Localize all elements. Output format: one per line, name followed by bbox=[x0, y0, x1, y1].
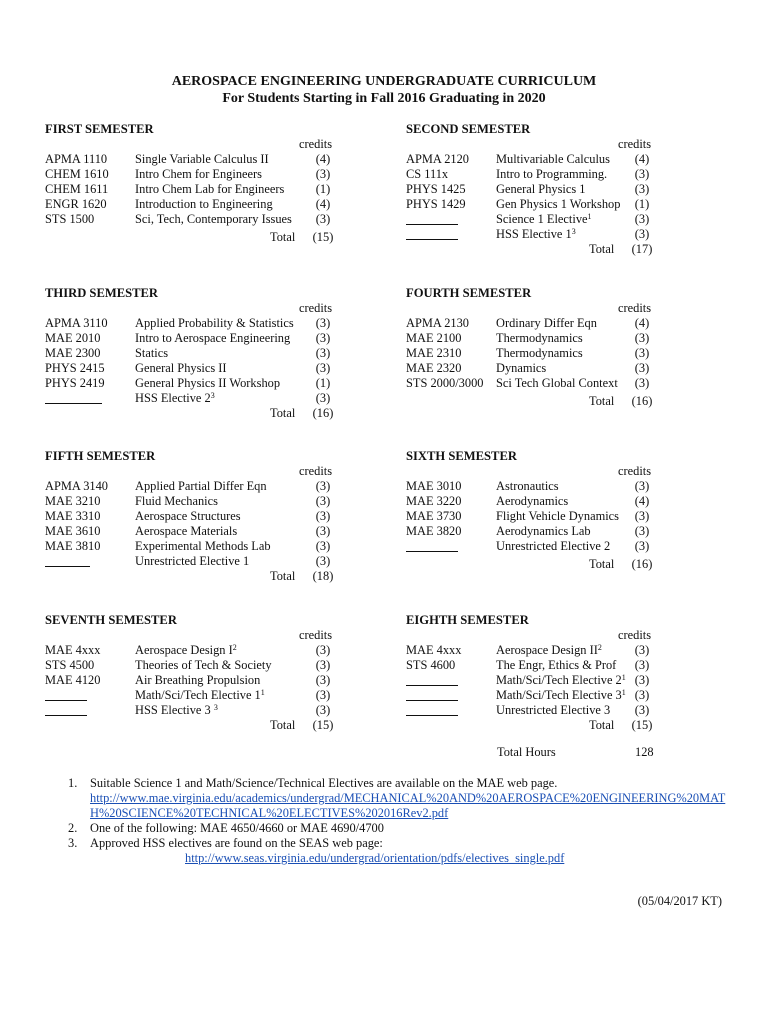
course-code: MAE 3010 bbox=[406, 479, 462, 493]
course-code: MAE 3820 bbox=[406, 524, 462, 538]
course-credits: (3) bbox=[315, 524, 331, 538]
course-row bbox=[406, 703, 726, 718]
course-name: The Engr, Ethics & Prof bbox=[496, 658, 617, 672]
course-credits: (3) bbox=[634, 539, 650, 553]
course-row bbox=[406, 227, 726, 242]
course-name: HSS Elective 3 $^3$ bbox=[135, 703, 218, 717]
course-code: MAE 3610 bbox=[45, 524, 101, 538]
course-credits: (1) bbox=[315, 376, 331, 390]
course-row bbox=[406, 152, 726, 167]
course-name: Aerodynamics bbox=[496, 494, 569, 508]
footnote-text: Suitable Science 1 and Math/Science/Technical Electives are available on the MAE web page. bbox=[90, 776, 558, 790]
course-credits: (4) bbox=[634, 316, 650, 330]
course-code: MAE 2100 bbox=[406, 331, 462, 345]
course-name: Aerospace Structures bbox=[135, 509, 241, 523]
course-name: General Physics II bbox=[135, 361, 227, 375]
course-code: MAE 2310 bbox=[406, 346, 462, 360]
semester-total-row bbox=[45, 718, 365, 733]
course-code: APMA 2120 bbox=[406, 152, 469, 166]
course-row bbox=[45, 658, 365, 673]
course-credits: (3) bbox=[315, 346, 331, 360]
blank-course-line bbox=[45, 700, 87, 701]
blank-course-line bbox=[406, 551, 458, 552]
total-credits: (15) bbox=[312, 230, 334, 244]
semester-title: FIRST SEMESTER bbox=[45, 122, 154, 136]
course-name: Sci Tech Global Context bbox=[496, 376, 618, 390]
footnote-ref: 3 bbox=[210, 391, 215, 400]
course-code: STS 1500 bbox=[45, 212, 95, 226]
footnote-ref: 2 bbox=[597, 643, 602, 652]
course-credits: (3) bbox=[634, 182, 650, 196]
course-row bbox=[406, 479, 726, 494]
course-row bbox=[45, 152, 365, 167]
seas-electives-link[interactable]: http://www.seas.virginia.edu/undergrad/orientation/pdfs/electives_single.pdf bbox=[185, 851, 565, 865]
footnote-ref: 3 bbox=[571, 227, 576, 236]
total-hours-label: Total Hours bbox=[497, 745, 556, 759]
course-credits: (3) bbox=[315, 554, 331, 568]
semester-total-row bbox=[45, 406, 365, 421]
total-label: Total bbox=[589, 242, 615, 256]
footnote-ref: 1 bbox=[621, 688, 626, 697]
course-code: MAE 3730 bbox=[406, 509, 462, 523]
course-name: Gen Physics 1 Workshop bbox=[496, 197, 621, 211]
total-hours bbox=[497, 745, 657, 760]
course-credits: (3) bbox=[315, 539, 331, 553]
course-name: Math/Sci/Tech Elective $3^1$ bbox=[496, 688, 626, 702]
course-row bbox=[406, 643, 726, 658]
course-row bbox=[45, 703, 365, 718]
footnote-number: 2. bbox=[68, 821, 78, 835]
semester-title: THIRD SEMESTER bbox=[45, 286, 159, 300]
blank-course-line bbox=[45, 403, 102, 404]
course-credits: (3) bbox=[315, 331, 331, 345]
course-row bbox=[406, 524, 726, 539]
course-code: PHYS 1425 bbox=[406, 182, 466, 196]
course-row bbox=[406, 509, 726, 524]
total-label: Total bbox=[270, 718, 296, 732]
course-credits: (3) bbox=[315, 479, 331, 493]
footnote-number: 1. bbox=[68, 776, 78, 790]
course-name: Intro to Programming. bbox=[496, 167, 608, 181]
course-credits: (3) bbox=[634, 376, 650, 390]
course-name: Aerospace Design $II^2$ bbox=[496, 643, 602, 657]
course-code: PHYS 1429 bbox=[406, 197, 466, 211]
credits-header: credits bbox=[618, 137, 652, 151]
course-credits: (3) bbox=[315, 509, 331, 523]
course-credits: (3) bbox=[315, 167, 331, 181]
total-credits: (17) bbox=[631, 242, 653, 256]
course-code: MAE 3220 bbox=[406, 494, 462, 508]
semester-block bbox=[406, 121, 726, 257]
credits-header: credits bbox=[299, 301, 333, 315]
course-code: APMA 2130 bbox=[406, 316, 469, 330]
course-name: Science 1 Elective$^1$ bbox=[496, 212, 592, 226]
course-code: MAE 3210 bbox=[45, 494, 101, 508]
course-row bbox=[406, 539, 726, 554]
course-name: Intro Chem Lab for Engineers bbox=[135, 182, 285, 196]
course-row bbox=[45, 524, 365, 539]
course-row bbox=[45, 688, 365, 703]
footnote-1 bbox=[68, 776, 748, 821]
total-credits: (16) bbox=[312, 406, 334, 420]
blank-course-line bbox=[406, 224, 458, 225]
course-credits: (3) bbox=[634, 658, 650, 672]
course-code: CS 111x bbox=[406, 167, 449, 181]
course-code: MAE 3810 bbox=[45, 539, 101, 553]
course-name: Unrestricted Elective 2 bbox=[496, 539, 611, 553]
course-credits: (1) bbox=[634, 197, 650, 211]
course-credits: (3) bbox=[315, 688, 331, 702]
course-row bbox=[406, 658, 726, 673]
course-credits: (3) bbox=[315, 494, 331, 508]
course-name: Introduction to Engineering bbox=[135, 197, 273, 211]
footnotes bbox=[68, 776, 748, 866]
course-row bbox=[406, 688, 726, 703]
course-code: APMA 3140 bbox=[45, 479, 108, 493]
course-credits: (3) bbox=[315, 391, 331, 405]
course-code: STS 2000/3000 bbox=[406, 376, 484, 390]
course-row bbox=[406, 376, 726, 391]
course-credits: (3) bbox=[634, 524, 650, 538]
credits-header: credits bbox=[299, 137, 333, 151]
total-label: Total bbox=[270, 406, 296, 420]
course-name: Applied Partial Differ Eqn bbox=[135, 479, 267, 493]
credits-header: credits bbox=[299, 464, 333, 478]
course-name: Intro to Aerospace Engineering bbox=[135, 331, 291, 345]
course-name: Multivariable Calculus bbox=[496, 152, 610, 166]
course-code: STS 4600 bbox=[406, 658, 456, 672]
course-row bbox=[45, 479, 365, 494]
semester-block bbox=[406, 612, 726, 733]
course-row bbox=[406, 673, 726, 688]
course-name: Ordinary Differ Eqn bbox=[496, 316, 597, 330]
course-credits: (3) bbox=[634, 331, 650, 345]
blank-course-line bbox=[45, 566, 90, 567]
total-credits: (15) bbox=[312, 718, 334, 732]
course-code: MAE 2320 bbox=[406, 361, 462, 375]
course-credits: (4) bbox=[315, 197, 331, 211]
course-row bbox=[45, 673, 365, 688]
course-row bbox=[406, 494, 726, 509]
semester-title: SEVENTH SEMESTER bbox=[45, 613, 177, 627]
course-row bbox=[406, 197, 726, 212]
course-credits: (3) bbox=[634, 227, 650, 241]
total-label: Total bbox=[270, 230, 296, 244]
course-name: Single Variable Calculus II bbox=[135, 152, 269, 166]
course-name: Statics bbox=[135, 346, 169, 360]
course-code: MAE 4xxx bbox=[406, 643, 462, 657]
course-name: General Physics 1 bbox=[496, 182, 586, 196]
course-row bbox=[45, 494, 365, 509]
semester-total-row bbox=[406, 718, 726, 733]
blank-course-line bbox=[406, 239, 458, 240]
course-row bbox=[406, 331, 726, 346]
course-name: HSS Elective $2^3$ bbox=[135, 391, 215, 405]
course-credits: (3) bbox=[315, 658, 331, 672]
footnote-number: 3. bbox=[68, 836, 78, 850]
total-credits: (16) bbox=[631, 394, 653, 408]
footnote-ref: 2 bbox=[232, 643, 237, 652]
course-code: MAE 4120 bbox=[45, 673, 101, 687]
total-credits: (18) bbox=[312, 569, 334, 583]
course-name: Aerospace Design $I^2$ bbox=[135, 643, 237, 657]
course-name: HSS Elective $1^3$ bbox=[496, 227, 576, 241]
semester-total-row bbox=[45, 230, 365, 245]
course-code: CHEM 1610 bbox=[45, 167, 109, 181]
course-name: Flight Vehicle Dynamics bbox=[496, 509, 619, 523]
mae-electives-link[interactable]: http://www.mae.virginia.edu/academics/undergrad/MECHANICAL%20AND%20AEROSPACE%20ENGINEERING%20MATH%20SCIENCE%20TECHNICAL%20ELECTIVES%202016Rev2.pdf bbox=[90, 791, 726, 820]
total-label: Total bbox=[589, 394, 615, 408]
semester-block bbox=[45, 448, 365, 584]
footnote-ref: 1 bbox=[587, 212, 592, 221]
course-name: Sci, Tech, Contemporary Issues bbox=[135, 212, 292, 226]
credits-header: credits bbox=[618, 464, 652, 478]
course-credits: (3) bbox=[315, 643, 331, 657]
course-credits: (3) bbox=[315, 703, 331, 717]
total-label: Total bbox=[589, 557, 615, 571]
semester-title: SIXTH SEMESTER bbox=[406, 449, 517, 463]
course-name: Aerodynamics Lab bbox=[496, 524, 591, 538]
total-credits: (16) bbox=[631, 557, 653, 571]
semester-title: FIFTH SEMESTER bbox=[45, 449, 156, 463]
course-credits: (4) bbox=[634, 494, 650, 508]
total-label: Total bbox=[270, 569, 296, 583]
course-row bbox=[45, 316, 365, 331]
course-code: CHEM 1611 bbox=[45, 182, 109, 196]
semester-total-row bbox=[406, 242, 726, 257]
course-name: Experimental Methods Lab bbox=[135, 539, 271, 553]
course-credits: (4) bbox=[315, 152, 331, 166]
course-code: APMA 3110 bbox=[45, 316, 108, 330]
semester-block bbox=[406, 448, 726, 572]
course-code: PHYS 2419 bbox=[45, 376, 105, 390]
course-name: Intro Chem for Engineers bbox=[135, 167, 262, 181]
credits-header: credits bbox=[299, 628, 333, 642]
semester-total-row bbox=[406, 557, 726, 572]
course-code: PHYS 2415 bbox=[45, 361, 105, 375]
course-code: MAE 2300 bbox=[45, 346, 101, 360]
course-credits: (3) bbox=[634, 346, 650, 360]
course-name: Thermodynamics bbox=[496, 346, 583, 360]
course-code: MAE 3310 bbox=[45, 509, 101, 523]
semester-title: SECOND SEMESTER bbox=[406, 122, 531, 136]
semester-block bbox=[45, 121, 365, 245]
semester-total-row bbox=[45, 569, 365, 584]
total-label: Total bbox=[589, 718, 615, 732]
course-name: Math/Sci/Tech Elective $2^1$ bbox=[496, 673, 626, 687]
course-name: Thermodynamics bbox=[496, 331, 583, 345]
footnote-ref: 1 bbox=[260, 688, 265, 697]
course-code: APMA 1110 bbox=[45, 152, 108, 166]
course-code: ENGR 1620 bbox=[45, 197, 107, 211]
course-row bbox=[45, 643, 365, 658]
course-row bbox=[406, 167, 726, 182]
course-credits: (3) bbox=[634, 673, 650, 687]
footnote-2 bbox=[68, 821, 748, 836]
page-subtitle: For Students Starting in Fall 2016 Graduating in 2020 bbox=[222, 91, 546, 106]
course-name: Astronautics bbox=[496, 479, 559, 493]
course-name: General Physics II Workshop bbox=[135, 376, 281, 390]
course-name: Air Breathing Propulsion bbox=[135, 673, 261, 687]
semester-title: EIGHTH SEMESTER bbox=[406, 613, 529, 627]
blank-course-line bbox=[406, 715, 458, 716]
total-credits: (15) bbox=[631, 718, 653, 732]
course-name: Dynamics bbox=[496, 361, 547, 375]
footnote-3 bbox=[68, 836, 748, 866]
course-code: MAE 2010 bbox=[45, 331, 101, 345]
course-credits: (3) bbox=[634, 509, 650, 523]
course-credits: (3) bbox=[634, 361, 650, 375]
course-name: Theories of Tech & Society bbox=[135, 658, 272, 672]
course-row bbox=[45, 391, 365, 406]
course-name: Unrestricted Elective 1 bbox=[135, 554, 250, 568]
course-row bbox=[45, 554, 365, 569]
blank-course-line bbox=[406, 685, 458, 686]
course-credits: (4) bbox=[634, 152, 650, 166]
course-credits: (3) bbox=[315, 673, 331, 687]
semester-block bbox=[45, 612, 365, 733]
course-row bbox=[406, 361, 726, 376]
course-row bbox=[406, 212, 726, 227]
blank-course-line bbox=[45, 715, 87, 716]
course-row bbox=[406, 346, 726, 361]
course-row bbox=[45, 346, 365, 361]
page-title: AEROSPACE ENGINEERING UNDERGRADUATE CURRICULUM bbox=[171, 74, 597, 89]
course-name: Fluid Mechanics bbox=[135, 494, 218, 508]
semester-block bbox=[406, 285, 726, 409]
course-row bbox=[45, 361, 365, 376]
course-name: Math/Sci/Tech Elective $1^1$ bbox=[135, 688, 265, 702]
course-code: STS 4500 bbox=[45, 658, 95, 672]
course-code: MAE 4xxx bbox=[45, 643, 101, 657]
course-name: Applied Probability & Statistics bbox=[135, 316, 294, 330]
course-credits: (3) bbox=[634, 212, 650, 226]
credits-header: credits bbox=[618, 628, 652, 642]
course-row bbox=[45, 539, 365, 554]
footnote-ref: 3 bbox=[213, 703, 218, 712]
blank-course-line bbox=[406, 700, 458, 701]
course-credits: (3) bbox=[634, 167, 650, 181]
course-row bbox=[45, 182, 365, 197]
course-credits: (3) bbox=[634, 688, 650, 702]
course-name: Aerospace Materials bbox=[135, 524, 238, 538]
course-row bbox=[45, 509, 365, 524]
semester-total-row bbox=[406, 394, 726, 409]
course-row bbox=[45, 331, 365, 346]
revision-date: (05/04/2017 KT) bbox=[637, 894, 722, 908]
course-row bbox=[45, 212, 365, 227]
course-credits: (3) bbox=[315, 212, 331, 226]
course-name: Unrestricted Elective 3 bbox=[496, 703, 611, 717]
course-row bbox=[406, 316, 726, 331]
course-credits: (3) bbox=[634, 643, 650, 657]
course-row bbox=[45, 167, 365, 182]
course-row bbox=[45, 376, 365, 391]
footnote-text: One of the following: MAE 4650/4660 or MAE 4690/4700 bbox=[90, 821, 384, 835]
course-row bbox=[45, 197, 365, 212]
footnote-text: Approved HSS electives are found on the SEAS web page: bbox=[90, 836, 383, 850]
course-credits: (3) bbox=[315, 316, 331, 330]
course-credits: (1) bbox=[315, 182, 331, 196]
course-credits: (3) bbox=[634, 479, 650, 493]
semester-block bbox=[45, 285, 365, 421]
footnote-ref: 1 bbox=[621, 673, 626, 682]
course-row bbox=[406, 182, 726, 197]
total-hours-value: 128 bbox=[635, 745, 654, 759]
course-credits: (3) bbox=[634, 703, 650, 717]
semester-title: FOURTH SEMESTER bbox=[406, 286, 532, 300]
course-credits: (3) bbox=[315, 361, 331, 375]
credits-header: credits bbox=[618, 301, 652, 315]
